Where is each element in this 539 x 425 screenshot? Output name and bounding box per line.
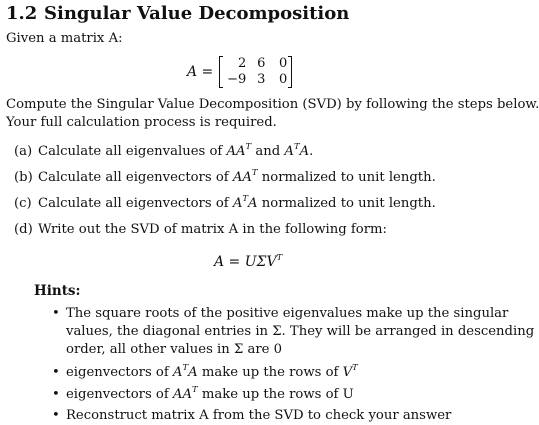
item-text: .	[309, 144, 314, 159]
matrix-label: A =	[187, 64, 214, 80]
bullet-icon: •	[52, 387, 60, 402]
item-c	[14, 196, 436, 211]
math-expr: A	[284, 144, 294, 159]
hint-text: eigenvectors of	[66, 365, 173, 380]
item-b	[14, 170, 436, 185]
item-text: and	[251, 144, 285, 159]
hint-text: make up the rows of	[197, 365, 343, 380]
hint-text: make up the rows of U	[197, 387, 354, 402]
item-label: (a)	[14, 144, 33, 159]
math-sup: T	[182, 363, 189, 373]
math-expr: A = UΣV	[214, 254, 277, 270]
math-expr: AA	[232, 170, 252, 185]
matrix-cell: 6	[257, 56, 266, 71]
math-expr: A	[232, 196, 243, 211]
math-sup: T	[251, 168, 258, 178]
item-text: Calculate all eigenvectors of	[38, 196, 233, 211]
matrix-equation	[187, 56, 292, 88]
hint-line: The square roots of the positive eigenvalues make up the singular	[66, 306, 509, 321]
item-label: (b)	[14, 170, 33, 185]
math-expr: AA	[172, 387, 192, 402]
hints-title: Hints:	[34, 283, 81, 299]
math-expr: A	[299, 144, 310, 159]
matrix-row	[224, 72, 287, 88]
math-expr: A	[172, 365, 183, 380]
bullet-icon: •	[52, 408, 60, 423]
matrix-row	[224, 56, 287, 72]
section-title: Singular Value Decomposition	[44, 3, 350, 24]
hint-text: Reconstruct matrix A from the SVD to check your answer	[66, 408, 452, 423]
item-a	[14, 144, 313, 159]
matrix-cell: −9	[227, 72, 247, 87]
math-sup: T	[245, 142, 252, 152]
intro-text: Given a matrix A:	[6, 31, 123, 46]
math-sup: T	[276, 253, 283, 263]
bullet-icon: •	[52, 306, 60, 321]
matrix-a	[219, 56, 292, 88]
item-text: normalized to unit length.	[257, 196, 436, 211]
matrix-cell: 3	[257, 72, 266, 87]
item-label: (d)	[14, 222, 33, 237]
hint-text: eigenvectors of	[66, 387, 173, 402]
matrix-cell: 0	[279, 56, 288, 71]
item-text: normalized to unit length.	[257, 170, 436, 185]
matrix-cell: 0	[279, 72, 288, 87]
svd-formula	[214, 254, 282, 270]
math-sup: T	[242, 194, 249, 204]
math-expr: A	[188, 365, 198, 380]
hint-1	[52, 305, 535, 359]
item-d	[14, 222, 387, 237]
item-label: (c)	[14, 196, 32, 211]
instruction-line-1: Compute the Singular Value Decomposition (SVD) by following the steps below.	[6, 97, 539, 112]
math-sup: T	[352, 363, 358, 373]
hint-line: order, all other values in Σ are 0	[66, 342, 283, 357]
hint-2	[52, 363, 358, 382]
item-text: Write out the SVD of matrix A in the following form:	[38, 222, 387, 237]
hint-line: values, the diagonal entries in Σ. They will be arranged in descending	[66, 324, 535, 339]
math-sup: T	[293, 142, 300, 152]
bullet-icon: •	[52, 365, 60, 380]
section-number: 1.2	[6, 3, 38, 24]
math-sup: T	[191, 385, 198, 395]
instruction-line-2: Your full calculation process is required.	[6, 115, 277, 130]
item-text: Calculate all eigenvalues of	[38, 144, 227, 159]
matrix-cell: 2	[238, 56, 247, 71]
section-heading	[6, 3, 349, 24]
math-expr: A	[248, 196, 258, 211]
hint-3	[52, 385, 354, 404]
math-expr: AA	[226, 144, 246, 159]
math-expr: V	[342, 365, 353, 380]
item-text: Calculate all eigenvectors of	[38, 170, 233, 185]
hint-4	[52, 407, 452, 425]
